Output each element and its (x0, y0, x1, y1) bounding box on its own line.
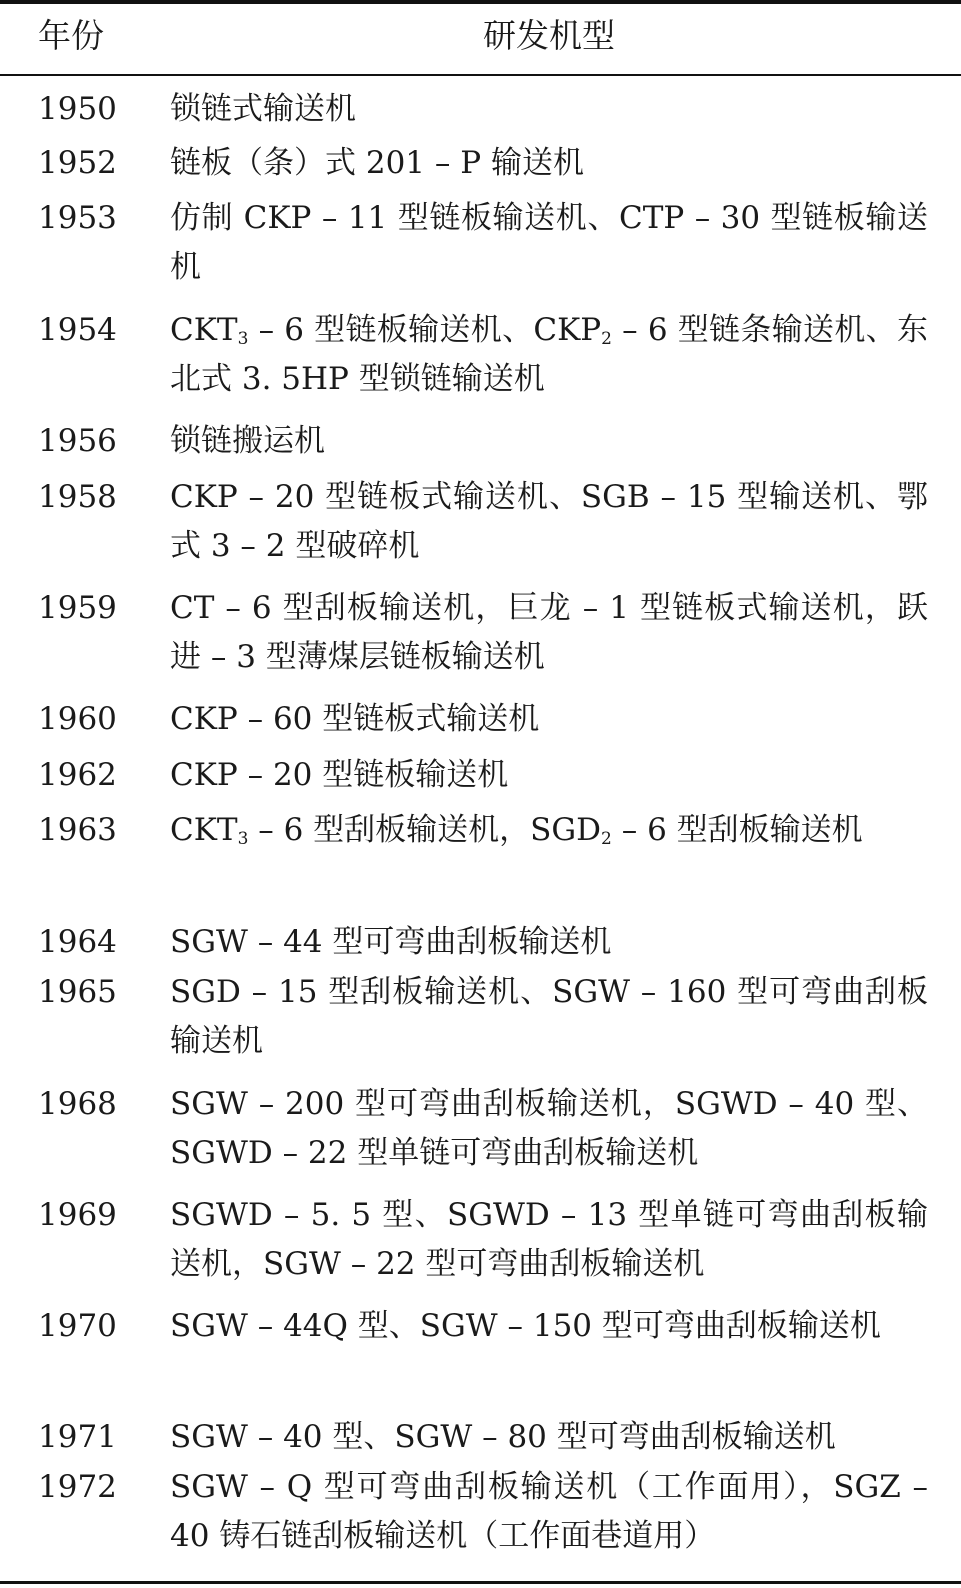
row-year: 1962 (38, 757, 117, 793)
row-model: 仿制 CKP – 11 型链板输送机、CTP – 30 型链板输送机 (170, 200, 928, 285)
table-top-rule (0, 0, 961, 4)
header-model: 研发机型 (483, 16, 615, 55)
row-year: 1958 (38, 479, 117, 515)
table-bottom-rule (0, 1581, 961, 1584)
row-year: 1971 (38, 1419, 117, 1455)
row-year: 1960 (38, 701, 117, 737)
row-year: 1972 (38, 1469, 117, 1505)
row-model: CKP – 60 型链板式输送机 (170, 701, 540, 737)
row-year: 1952 (38, 145, 117, 181)
row-year: 1959 (38, 590, 117, 626)
row-year: 1963 (38, 812, 117, 848)
row-model: SGW – 40 型、SGW – 80 型可弯曲刮板输送机 (170, 1419, 836, 1455)
row-model: SGD – 15 型刮板输送机、SGW – 160 型可弯曲刮板输送机 (170, 974, 928, 1059)
row-model: CKP – 20 型链板式输送机、SGB – 15 型输送机、鄂式 3 – 2 型破碎机 (170, 479, 928, 564)
row-year: 1968 (38, 1086, 117, 1122)
row-model: 链板（条）式 201 – P 输送机 (170, 145, 584, 181)
row-year: 1953 (38, 200, 117, 236)
row-model: CT – 6 型刮板输送机，巨龙 – 1 型链板式输送机，跃进 – 3 型薄煤层链板输送机 (170, 590, 928, 675)
row-model: 锁链式输送机 (170, 91, 356, 127)
row-model: $CKT_3 - 6$ 型链板输送机、$CKP_2 - 6$ 型链条输送机、东北式 3. 5HP 型锁链输送机 (170, 312, 928, 397)
header-year: 年份 (38, 16, 104, 55)
row-model: SGWD – 5. 5 型、SGWD – 13 型单链可弯曲刮板输送机，SGW – 22 型可弯曲刮板输送机 (170, 1197, 928, 1282)
row-model: SGW – 44Q 型、SGW – 150 型可弯曲刮板输送机 (170, 1308, 881, 1344)
row-year: 1954 (38, 312, 117, 348)
row-year: 1964 (38, 924, 117, 960)
row-model: SGW – Q 型可弯曲刮板输送机（工作面用），SGZ – 40 铸石链刮板输送机（工作面巷道用） (170, 1469, 928, 1554)
row-year: 1965 (38, 974, 117, 1010)
row-model: SGW – 44 型可弯曲刮板输送机 (170, 924, 612, 960)
row-model: SGW – 200 型可弯曲刮板输送机，SGWD – 40 型、SGWD – 22 型单链可弯曲刮板输送机 (170, 1086, 928, 1171)
table-header-rule (0, 74, 961, 76)
row-model: 锁链搬运机 (170, 423, 325, 459)
row-year: 1970 (38, 1308, 117, 1344)
row-year: 1969 (38, 1197, 117, 1233)
row-year: 1950 (38, 91, 117, 127)
row-model: CKP – 20 型链板输送机 (170, 757, 509, 793)
row-model: $CKT_3 - 6$ 型刮板输送机，$SGD_2 - 6$ 型刮板输送机 (170, 812, 863, 849)
row-year: 1956 (38, 423, 117, 459)
